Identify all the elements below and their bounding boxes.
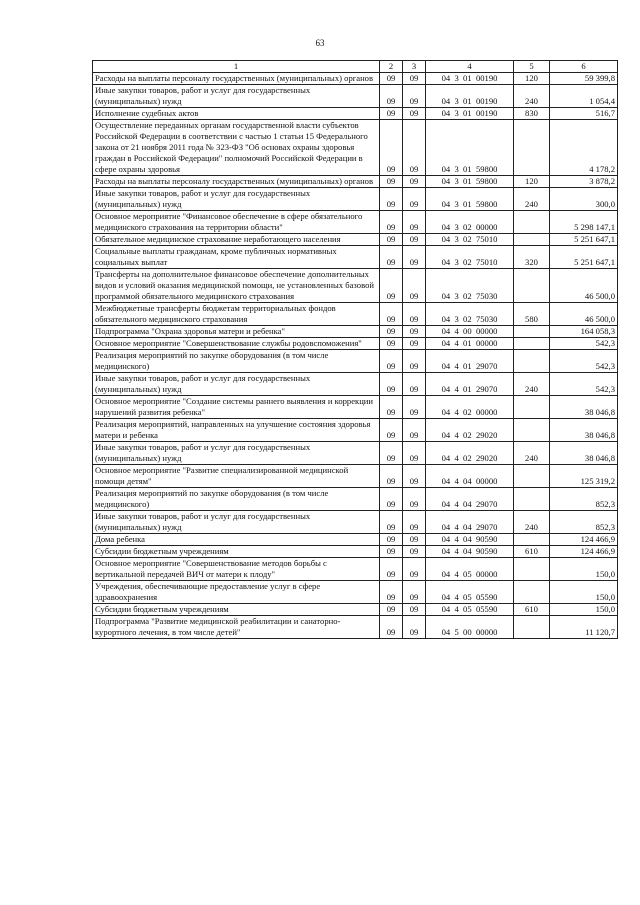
- row-name-cell: Иные закупки товаров, работ и услуг для государственных (муниципальных) нужд: [93, 373, 380, 396]
- target-article-cell: 04 3 02 75010: [426, 246, 514, 269]
- row-name-cell: Обязательное медицинское страхование неработающего населения: [93, 234, 380, 246]
- table-row: [93, 604, 618, 616]
- row-name-cell: Основное мероприятие "Создание системы раннего выявления и коррекции нарушений развития ребенка": [93, 396, 380, 419]
- table-row: [93, 488, 618, 511]
- expense-type-cell: [514, 488, 550, 511]
- subsection-code-cell: 09: [403, 326, 426, 338]
- column-header: 4: [426, 61, 514, 73]
- row-name-cell: Реализация мероприятий, направленных на улучшение состояния здоровья матери и ребенка: [93, 419, 380, 442]
- row-name-cell: Иные закупки товаров, работ и услуг для государственных (муниципальных) нужд: [93, 85, 380, 108]
- table-row: [93, 465, 618, 488]
- target-article-cell: 04 3 01 59800: [426, 188, 514, 211]
- subsection-code-cell: 09: [403, 534, 426, 546]
- target-article-cell: 04 4 04 90590: [426, 546, 514, 558]
- subsection-code-cell: 09: [403, 73, 426, 85]
- section-code-cell: 09: [380, 211, 403, 234]
- row-name-cell: Исполнение судебных актов: [93, 108, 380, 120]
- section-code-cell: 09: [380, 326, 403, 338]
- table-row: [93, 350, 618, 373]
- target-article-cell: 04 4 05 00000: [426, 558, 514, 581]
- section-code-cell: 09: [380, 85, 403, 108]
- section-code-cell: 09: [380, 488, 403, 511]
- column-header: 1: [93, 61, 380, 73]
- section-code-cell: 09: [380, 511, 403, 534]
- section-code-cell: 09: [380, 269, 403, 303]
- expense-type-cell: [514, 465, 550, 488]
- amount-cell: 124 466,9: [550, 546, 618, 558]
- expense-type-cell: [514, 534, 550, 546]
- amount-cell: 38 046,8: [550, 442, 618, 465]
- row-name-cell: Расходы на выплаты персоналу государственных (муниципальных) органов: [93, 73, 380, 85]
- row-name-cell: Основное мероприятие "Совершенствование методов борьбы с вертикальной передачей ВИЧ от матери к плоду": [93, 558, 380, 581]
- page-number: 63: [315, 38, 325, 48]
- amount-cell: 852,3: [550, 511, 618, 534]
- table-row: [93, 85, 618, 108]
- table-row: [93, 534, 618, 546]
- target-article-cell: 04 3 01 59800: [426, 176, 514, 188]
- target-article-cell: 04 3 01 00190: [426, 73, 514, 85]
- amount-cell: 542,3: [550, 350, 618, 373]
- row-name-cell: Подпрограмма "Развитие медицинской реабилитации и санаторно-курортного лечения, в том числе детей": [93, 616, 380, 639]
- amount-cell: 59 399,8: [550, 73, 618, 85]
- expense-type-cell: 240: [514, 85, 550, 108]
- target-article-cell: 04 3 02 75010: [426, 234, 514, 246]
- table-row: [93, 188, 618, 211]
- expense-type-cell: 120: [514, 73, 550, 85]
- expense-type-cell: [514, 581, 550, 604]
- section-code-cell: 09: [380, 176, 403, 188]
- subsection-code-cell: 09: [403, 465, 426, 488]
- table-row: [93, 616, 618, 639]
- target-article-cell: 04 3 01 00190: [426, 85, 514, 108]
- table-row: [93, 558, 618, 581]
- section-code-cell: 09: [380, 616, 403, 639]
- section-code-cell: 09: [380, 108, 403, 120]
- section-code-cell: 09: [380, 442, 403, 465]
- budget-table: [92, 60, 618, 639]
- table-body: [93, 73, 618, 639]
- expense-type-cell: [514, 120, 550, 176]
- amount-cell: 150,0: [550, 558, 618, 581]
- expense-type-cell: 240: [514, 511, 550, 534]
- subsection-code-cell: 09: [403, 188, 426, 211]
- subsection-code-cell: 09: [403, 108, 426, 120]
- target-article-cell: 04 5 00 00000: [426, 616, 514, 639]
- target-article-cell: 04 4 02 00000: [426, 396, 514, 419]
- expense-type-cell: 240: [514, 188, 550, 211]
- amount-cell: 5 298 147,1: [550, 211, 618, 234]
- section-code-cell: 09: [380, 120, 403, 176]
- amount-cell: 3 878,2: [550, 176, 618, 188]
- table-row: [93, 338, 618, 350]
- section-code-cell: 09: [380, 465, 403, 488]
- target-article-cell: 04 4 02 29020: [426, 419, 514, 442]
- amount-cell: 4 178,2: [550, 120, 618, 176]
- subsection-code-cell: 09: [403, 488, 426, 511]
- row-name-cell: Трансферты на дополнительное финансовое обеспечение дополнительных видов и условий оказания медицинской помощи, не установленных базовой программой обязательного медицинского страхования: [93, 269, 380, 303]
- section-code-cell: 09: [380, 604, 403, 616]
- row-name-cell: Основное мероприятие "Развитие специализированной медицинской помощи детям": [93, 465, 380, 488]
- table-header-row: [93, 61, 618, 73]
- expense-type-cell: 240: [514, 442, 550, 465]
- subsection-code-cell: 09: [403, 303, 426, 326]
- row-name-cell: Субсидии бюджетным учреждениям: [93, 604, 380, 616]
- amount-cell: 38 046,8: [550, 419, 618, 442]
- subsection-code-cell: 09: [403, 85, 426, 108]
- amount-cell: 300,0: [550, 188, 618, 211]
- row-name-cell: Социальные выплаты гражданам, кроме публичных нормативных социальных выплат: [93, 246, 380, 269]
- column-header: 2: [380, 61, 403, 73]
- amount-cell: 46 500,0: [550, 269, 618, 303]
- expense-type-cell: [514, 269, 550, 303]
- target-article-cell: 04 4 00 00000: [426, 326, 514, 338]
- target-article-cell: 04 3 02 00000: [426, 211, 514, 234]
- amount-cell: 46 500,0: [550, 303, 618, 326]
- row-name-cell: Иные закупки товаров, работ и услуг для государственных (муниципальных) нужд: [93, 188, 380, 211]
- section-code-cell: 09: [380, 396, 403, 419]
- row-name-cell: Иные закупки товаров, работ и услуг для государственных (муниципальных) нужд: [93, 442, 380, 465]
- table-row: [93, 108, 618, 120]
- target-article-cell: 04 3 01 00190: [426, 108, 514, 120]
- subsection-code-cell: 09: [403, 442, 426, 465]
- amount-cell: 124 466,9: [550, 534, 618, 546]
- amount-cell: 11 120,7: [550, 616, 618, 639]
- expense-type-cell: 320: [514, 246, 550, 269]
- target-article-cell: 04 4 04 29070: [426, 511, 514, 534]
- expense-type-cell: 240: [514, 373, 550, 396]
- amount-cell: 542,3: [550, 338, 618, 350]
- table-row: [93, 269, 618, 303]
- row-name-cell: Дома ребенка: [93, 534, 380, 546]
- table-row: [93, 176, 618, 188]
- table-row: [93, 581, 618, 604]
- section-code-cell: 09: [380, 546, 403, 558]
- target-article-cell: 04 4 05 05590: [426, 604, 514, 616]
- amount-cell: 150,0: [550, 581, 618, 604]
- target-article-cell: 04 4 04 00000: [426, 465, 514, 488]
- expense-type-cell: 580: [514, 303, 550, 326]
- target-article-cell: 04 4 01 29070: [426, 373, 514, 396]
- amount-cell: 164 058,3: [550, 326, 618, 338]
- section-code-cell: 09: [380, 246, 403, 269]
- amount-cell: 38 046,8: [550, 396, 618, 419]
- row-name-cell: Основное мероприятие "Совершенствование службы родовспоможения": [93, 338, 380, 350]
- table-row: [93, 419, 618, 442]
- row-name-cell: Подпрограмма "Охрана здоровья матери и ребенка": [93, 326, 380, 338]
- amount-cell: 542,3: [550, 373, 618, 396]
- row-name-cell: Учреждения, обеспечивающие предоставление услуг в сфере здравоохранения: [93, 581, 380, 604]
- section-code-cell: 09: [380, 188, 403, 211]
- target-article-cell: 04 4 02 29020: [426, 442, 514, 465]
- table-row: [93, 73, 618, 85]
- section-code-cell: 09: [380, 581, 403, 604]
- subsection-code-cell: 09: [403, 396, 426, 419]
- table-row: [93, 511, 618, 534]
- amount-cell: 5 251 647,1: [550, 234, 618, 246]
- target-article-cell: 04 4 04 90590: [426, 534, 514, 546]
- row-name-cell: Межбюджетные трансферты бюджетам территориальных фондов обязательного медицинского страхования: [93, 303, 380, 326]
- expense-type-cell: [514, 419, 550, 442]
- target-article-cell: 04 4 05 05590: [426, 581, 514, 604]
- amount-cell: 1 054,4: [550, 85, 618, 108]
- table-row: [93, 211, 618, 234]
- section-code-cell: 09: [380, 534, 403, 546]
- subsection-code-cell: 09: [403, 616, 426, 639]
- subsection-code-cell: 09: [403, 234, 426, 246]
- section-code-cell: 09: [380, 419, 403, 442]
- subsection-code-cell: 09: [403, 511, 426, 534]
- section-code-cell: 09: [380, 303, 403, 326]
- target-article-cell: 04 4 01 00000: [426, 338, 514, 350]
- amount-cell: 852,3: [550, 488, 618, 511]
- expense-type-cell: [514, 326, 550, 338]
- section-code-cell: 09: [380, 350, 403, 373]
- expense-type-cell: [514, 338, 550, 350]
- row-name-cell: Реализация мероприятий по закупке оборудования (в том числе медицинского): [93, 488, 380, 511]
- target-article-cell: 04 3 02 75030: [426, 269, 514, 303]
- expense-type-cell: [514, 234, 550, 246]
- column-header: 6: [550, 61, 618, 73]
- amount-cell: 150,0: [550, 604, 618, 616]
- table-row: [93, 442, 618, 465]
- subsection-code-cell: 09: [403, 269, 426, 303]
- subsection-code-cell: 09: [403, 338, 426, 350]
- expense-type-cell: 120: [514, 176, 550, 188]
- expense-type-cell: [514, 211, 550, 234]
- row-name-cell: Реализация мероприятий по закупке оборудования (в том числе медицинского): [93, 350, 380, 373]
- section-code-cell: 09: [380, 234, 403, 246]
- expense-type-cell: [514, 616, 550, 639]
- amount-cell: 516,7: [550, 108, 618, 120]
- section-code-cell: 09: [380, 373, 403, 396]
- subsection-code-cell: 09: [403, 604, 426, 616]
- row-name-cell: Осуществление переданных органам государственной власти субъектов Российской Федерации в соответствии с частью 1 статьи 15 Федерального закона от 21 ноября 2011 года № 323-ФЗ "Об основах охраны здоровья граждан в Российской Федерации" полномочий Российской Федерации в сфере охраны здоровья: [93, 120, 380, 176]
- expense-type-cell: 610: [514, 604, 550, 616]
- table-row: [93, 546, 618, 558]
- table-row: [93, 303, 618, 326]
- target-article-cell: 04 3 01 59800: [426, 120, 514, 176]
- subsection-code-cell: 09: [403, 581, 426, 604]
- subsection-code-cell: 09: [403, 211, 426, 234]
- table-row: [93, 373, 618, 396]
- row-name-cell: Расходы на выплаты персоналу государственных (муниципальных) органов: [93, 176, 380, 188]
- row-name-cell: Основное мероприятие "Финансовое обеспечение в сфере обязательного медицинского страхования на территории области": [93, 211, 380, 234]
- section-code-cell: 09: [380, 73, 403, 85]
- table-row: [93, 396, 618, 419]
- column-header: 5: [514, 61, 550, 73]
- subsection-code-cell: 09: [403, 373, 426, 396]
- row-name-cell: Иные закупки товаров, работ и услуг для государственных (муниципальных) нужд: [93, 511, 380, 534]
- expense-type-cell: [514, 396, 550, 419]
- subsection-code-cell: 09: [403, 246, 426, 269]
- table-row: [93, 246, 618, 269]
- expense-type-cell: 610: [514, 546, 550, 558]
- subsection-code-cell: 09: [403, 120, 426, 176]
- subsection-code-cell: 09: [403, 419, 426, 442]
- subsection-code-cell: 09: [403, 350, 426, 373]
- expense-type-cell: [514, 558, 550, 581]
- table-row: [93, 120, 618, 176]
- table-row: [93, 234, 618, 246]
- subsection-code-cell: 09: [403, 558, 426, 581]
- target-article-cell: 04 3 02 75030: [426, 303, 514, 326]
- target-article-cell: 04 4 04 29070: [426, 488, 514, 511]
- subsection-code-cell: 09: [403, 546, 426, 558]
- subsection-code-cell: 09: [403, 176, 426, 188]
- table-row: [93, 326, 618, 338]
- section-code-cell: 09: [380, 338, 403, 350]
- row-name-cell: Субсидии бюджетным учреждениям: [93, 546, 380, 558]
- section-code-cell: 09: [380, 558, 403, 581]
- expense-type-cell: [514, 350, 550, 373]
- target-article-cell: 04 4 01 29070: [426, 350, 514, 373]
- expense-type-cell: 830: [514, 108, 550, 120]
- amount-cell: 5 251 647,1: [550, 246, 618, 269]
- amount-cell: 125 319,2: [550, 465, 618, 488]
- column-header: 3: [403, 61, 426, 73]
